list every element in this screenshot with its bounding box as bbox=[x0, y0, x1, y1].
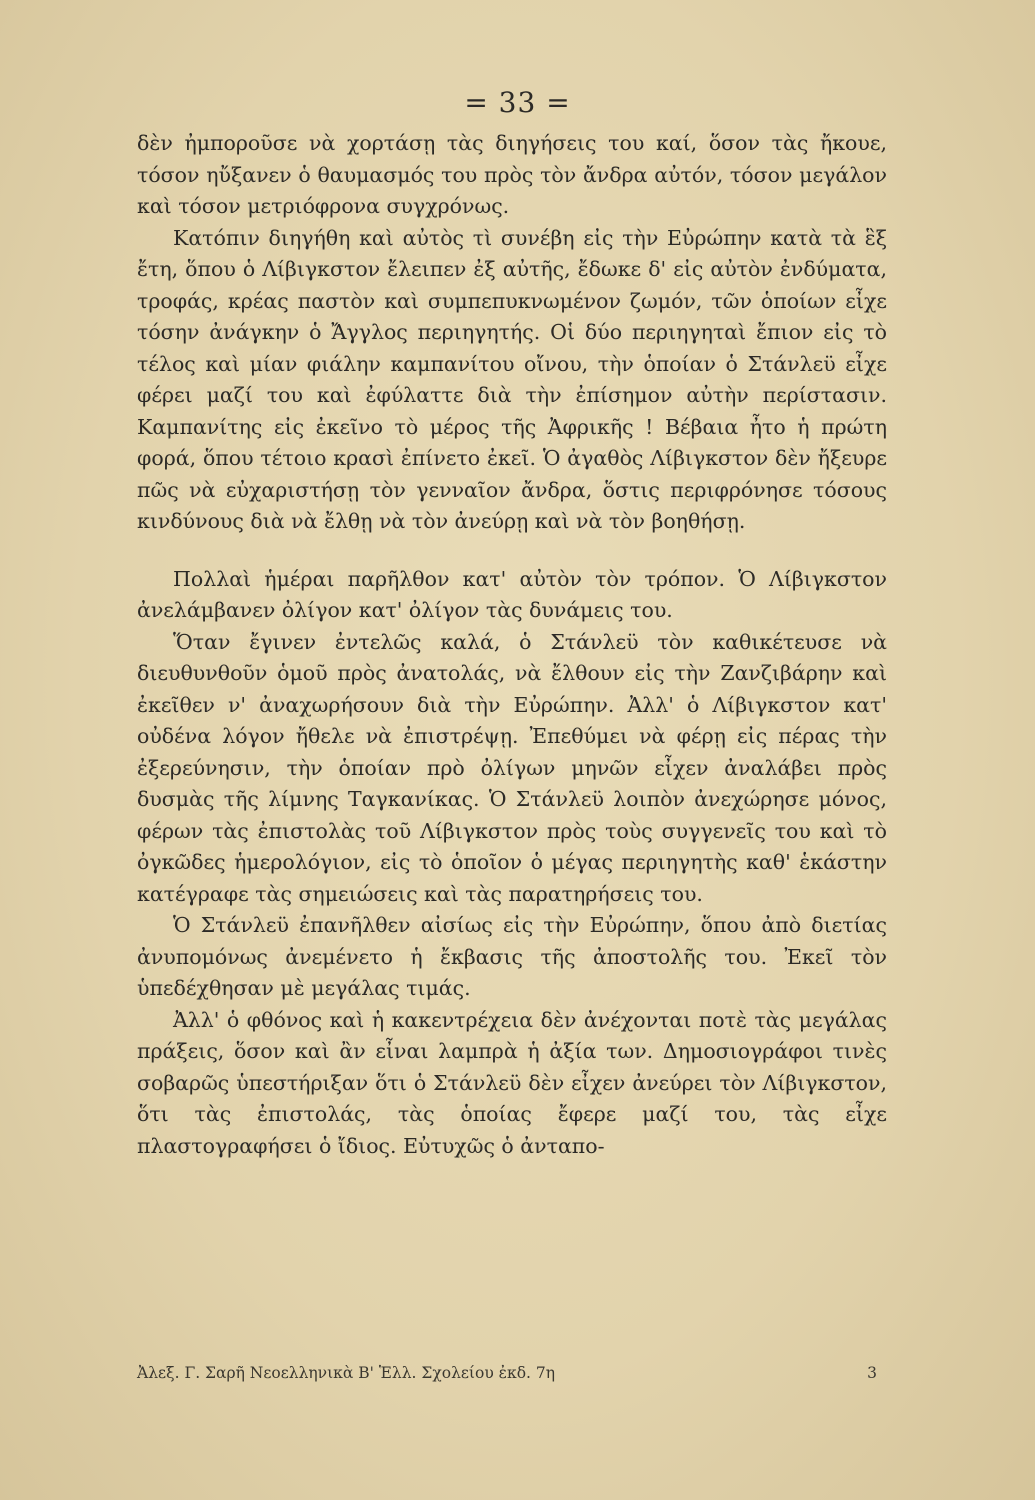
paragraph: Ὁ Στάνλεϋ ἐπανῆλθεν αἰσίως εἰς τὴν Εὐρώπην, ὅπου ἀπὸ διετίας ἀνυπομόνως ἀνεμένετο ἡ ἔκβασις τῆς ἀποστολῆς του. Ἐκεῖ τὸν ὑπεδέχθησαν μὲ μεγάλας τιμάς. bbox=[137, 913, 887, 1000]
page-number: = 33 = bbox=[464, 86, 571, 119]
footer-signature-number: 3 bbox=[867, 1364, 877, 1382]
page-footer bbox=[137, 1364, 877, 1382]
body-text bbox=[137, 128, 887, 1162]
section-gap bbox=[137, 538, 887, 564]
paragraph: δὲν ἠμποροῦσε νὰ χορτάσῃ τὰς διηγήσεις του καί, ὅσον τὰς ἤκουε, τόσον ηὔξανεν ὁ θαυμασμός του πρὸς τὸν ἄνδρα αὐτόν, τόσον μεγάλον καὶ τόσον μετριόφρονα συγχρόνως. bbox=[137, 131, 887, 218]
paragraph: Πολλαὶ ἡμέραι παρῆλθον κατ' αὐτὸν τὸν τρόπον. Ὁ Λίβιγκστον ἀνελάμβανεν ὀλίγον κατ' ὀλίγον τὰς δυνάμεις του. bbox=[137, 566, 887, 622]
paragraph: Ὅταν ἔγινεν ἐντελῶς καλά, ὁ Στάνλεϋ τὸν καθικέτευσε νὰ διευθυνθοῦν ὁμοῦ πρὸς ἀνατολάς, νὰ ἔλθουν εἰς τὴν Ζανζιβάρην καὶ ἐκεῖθεν ν' ἀναχωρήσουν διὰ τὴν Εὐρώπην. Ἀλλ' ὁ Λίβιγκστον κατ' οὐδένα λόγον ἤθελε νὰ ἐπιστρέψῃ. Ἐπεθύμει νὰ φέρῃ εἰς πέρας τὴν ἐξερεύνησιν, τὴν ὁποίαν πρὸ ὀλίγων μηνῶν εἶχεν ἀναλάβει πρὸς δυσμὰς τῆς λίμνης Ταγκανίκας. Ὁ Στάνλεϋ λοιπὸν ἀνεχώρησε μόνος, φέρων τὰς ἐπιστολὰς τοῦ Λίβιγκστον πρὸς τοὺς συγγενεῖς του καὶ τὸ ὀγκῶδες ἡμερολόγιον, εἰς τὸ ὁποῖον ὁ μέγας περιηγητὴς καθ' ἑκάστην κατέγραφε τὰς σημειώσεις καὶ τὰς παρατηρήσεις του. bbox=[137, 629, 887, 906]
footer-publication: Ἀλεξ. Γ. Σαρῆ Νεοελληνικὰ Β' Ἑλλ. Σχολείου ἐκδ. 7η bbox=[137, 1364, 556, 1382]
paragraph: Κατόπιν διηγήθη καὶ αὐτὸς τὶ συνέβη εἰς τὴν Εὐρώπην κατὰ τὰ ἓξ ἔτη, ὅπου ὁ Λίβιγκστον ἔλειπεν ἐξ αὐτῆς, ἔδωκε δ' εἰς αὐτὸν ἐνδύματα, τροφάς, κρέας παστὸν καὶ συμπεπυκνωμένον ζωμόν, τῶν ὁποίων εἶχε τόσην ἀνάγκην ὁ Ἄγγλος περιηγητής. Οἱ δύο περιηγηταὶ ἔπιον εἰς τὸ τέλος καὶ μίαν φιάλην καμπανίτου οἴνου, τὴν ὁποίαν ὁ Στάνλεϋ εἶχε φέρει μαζί του καὶ ἐφύλαττε διὰ τὴν ἐπίσημον αὐτὴν περίστασιν. Καμπανίτης εἰς ἐκεῖνο τὸ μέρος τῆς Ἀφρικῆς ! Βέβαια ἦτο ἡ πρώτη φορά, ὅπου τέτοιο κρασὶ ἐπίνετο ἐκεῖ. Ὁ ἀγαθὸς Λίβιγκστον δὲν ἤξευρε πῶς νὰ εὐχαριστήσῃ τὸν γενναῖον ἄνδρα, ὅστις περιφρόνησε τόσους κινδύνους διὰ νὰ ἔλθῃ νὰ τὸν ἀνεύρῃ καὶ νὰ τὸν βοηθήσῃ. bbox=[137, 225, 887, 533]
paragraph: Ἀλλ' ὁ φθόνος καὶ ἡ κακεντρέχεια δὲν ἀνέχονται ποτὲ τὰς μεγάλας πράξεις, ὅσον καὶ ἂν εἶναι λαμπρὰ ἡ ἀξία των. Δημοσιογράφοι τινὲς σοβαρῶς ὑπεστήριξαν ὅτι ὁ Στάνλεϋ δὲν εἶχεν ἀνεύρει τὸν Λίβιγκστον, ὅτι τὰς ἐπιστολάς, τὰς ὁποίας ἔφερε μαζί του, τὰς εἶχε πλαστογραφήσει ὁ ἴδιος. Εὐτυχῶς ὁ ἀνταπο- bbox=[137, 1007, 887, 1158]
